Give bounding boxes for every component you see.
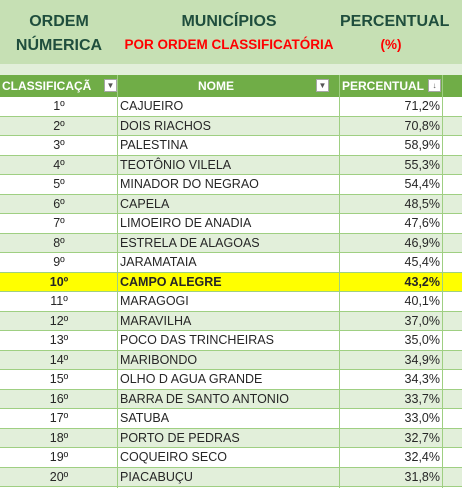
percent-cell[interactable]: 54,4% bbox=[404, 177, 440, 191]
percentual-title: PERCENTUAL bbox=[340, 13, 450, 30]
percent-cell[interactable]: 34,9% bbox=[404, 352, 440, 367]
percent-cell[interactable]: 58,9% bbox=[404, 138, 440, 152]
column-divider bbox=[117, 75, 118, 488]
percent-cell[interactable]: 37,0% bbox=[404, 313, 440, 328]
name-cell[interactable]: CAMPO ALEGRE bbox=[120, 274, 222, 289]
name-cell[interactable]: LIMOEIRO DE ANADIA bbox=[120, 216, 252, 230]
rank-cell[interactable]: 4º bbox=[53, 157, 65, 172]
rank-cell[interactable]: 17º bbox=[49, 411, 69, 425]
rank-cell[interactable]: 18º bbox=[49, 430, 69, 445]
percent-column-header[interactable]: PERCENTUAL bbox=[341, 79, 424, 93]
percent-cell[interactable]: 43,2% bbox=[404, 274, 440, 289]
name-cell[interactable]: MARAVILHA bbox=[120, 313, 192, 328]
name-column-header[interactable]: NOME bbox=[198, 79, 234, 93]
rank-cell[interactable]: 14º bbox=[49, 352, 69, 367]
percent-cell[interactable]: 40,1% bbox=[404, 294, 440, 308]
table-row[interactable] bbox=[0, 253, 462, 273]
dropdown-filter-icon[interactable]: ▼ bbox=[316, 79, 329, 92]
sort-descending-filter-icon[interactable]: ↓ bbox=[428, 79, 441, 92]
ordem-title: ORDEM bbox=[29, 13, 89, 30]
name-cell[interactable]: MARIBONDO bbox=[120, 352, 198, 367]
table-row[interactable] bbox=[0, 331, 462, 351]
percent-cell[interactable]: 34,3% bbox=[404, 372, 440, 386]
percent-cell[interactable]: 45,4% bbox=[404, 255, 440, 269]
rank-cell[interactable]: 12º bbox=[49, 313, 69, 328]
rank-cell[interactable]: 13º bbox=[49, 333, 69, 347]
name-cell[interactable]: MARAGOGI bbox=[120, 294, 189, 308]
name-cell[interactable]: MINADOR DO NEGRAO bbox=[120, 177, 259, 191]
name-cell[interactable]: JARAMATAIA bbox=[120, 255, 197, 269]
municipios-header-cell[interactable] bbox=[118, 0, 340, 64]
rank-cell[interactable]: 11º bbox=[50, 294, 68, 308]
rank-cell[interactable]: 2º bbox=[53, 118, 65, 133]
municipios-title: MUNICÍPIOS bbox=[181, 13, 277, 30]
rank-cell[interactable]: 8º bbox=[53, 235, 65, 250]
percent-cell[interactable]: 32,7% bbox=[404, 430, 440, 445]
table-row[interactable] bbox=[0, 429, 462, 449]
table-row[interactable] bbox=[0, 390, 462, 410]
dropdown-filter-icon[interactable]: ▼ bbox=[104, 79, 117, 92]
column-header-row bbox=[0, 75, 462, 97]
ordem-header-cell[interactable] bbox=[0, 0, 118, 64]
rank-cell[interactable]: 15º bbox=[49, 372, 69, 386]
percent-cell[interactable]: 33,0% bbox=[404, 411, 440, 425]
table-row[interactable] bbox=[0, 117, 462, 137]
percent-cell[interactable]: 32,4% bbox=[404, 450, 440, 464]
percent-cell[interactable]: 71,2% bbox=[404, 99, 440, 113]
rank-cell[interactable]: 9º bbox=[53, 255, 65, 269]
name-cell[interactable]: CAPELA bbox=[120, 196, 170, 211]
name-cell[interactable]: DOIS RIACHOS bbox=[120, 118, 211, 133]
name-cell[interactable]: BARRA DE SANTO ANTONIO bbox=[120, 391, 290, 406]
table-row[interactable] bbox=[0, 195, 462, 215]
name-cell[interactable]: CAJUEIRO bbox=[120, 99, 184, 113]
rank-cell[interactable]: 5º bbox=[53, 177, 65, 191]
rank-cell[interactable]: 16º bbox=[49, 391, 69, 406]
table-row[interactable] bbox=[0, 97, 462, 117]
table-row[interactable] bbox=[0, 409, 462, 429]
name-cell[interactable]: OLHO D AGUA GRANDE bbox=[120, 372, 263, 386]
percent-cell[interactable]: 46,9% bbox=[404, 235, 440, 250]
percent-unit-subtitle: (%) bbox=[380, 37, 402, 52]
numerica-title: NÚMERICA bbox=[15, 37, 103, 54]
name-cell[interactable]: PIACABUÇU bbox=[120, 469, 193, 484]
table-row[interactable] bbox=[0, 234, 462, 254]
table-row[interactable] bbox=[0, 292, 462, 312]
data-rows bbox=[0, 97, 462, 487]
table-row[interactable] bbox=[0, 273, 462, 293]
table-row[interactable] bbox=[0, 468, 462, 488]
column-divider bbox=[339, 75, 340, 488]
table-row[interactable] bbox=[0, 214, 462, 234]
table-row[interactable] bbox=[0, 136, 462, 156]
percent-cell[interactable]: 35,0% bbox=[404, 333, 440, 347]
name-cell[interactable]: POCO DAS TRINCHEIRAS bbox=[120, 333, 274, 347]
table-row[interactable] bbox=[0, 448, 462, 468]
percentual-header-cell[interactable] bbox=[340, 0, 450, 64]
percent-cell[interactable]: 70,8% bbox=[404, 118, 440, 133]
rank-cell[interactable]: 20º bbox=[49, 469, 69, 484]
percent-cell[interactable]: 48,5% bbox=[404, 196, 440, 211]
percent-cell[interactable]: 55,3% bbox=[404, 157, 440, 172]
table-row[interactable] bbox=[0, 370, 462, 390]
rank-cell[interactable]: 10º bbox=[49, 274, 69, 289]
rank-cell[interactable]: 7º bbox=[53, 216, 65, 230]
percent-cell[interactable]: 47,6% bbox=[404, 216, 440, 230]
table-row[interactable] bbox=[0, 312, 462, 332]
spacer-row bbox=[0, 64, 462, 75]
table-row[interactable] bbox=[0, 156, 462, 176]
rank-cell[interactable]: 3º bbox=[53, 138, 65, 152]
name-cell[interactable]: PORTO DE PEDRAS bbox=[120, 430, 240, 445]
rank-cell[interactable]: 1º bbox=[53, 99, 65, 113]
rank-cell[interactable]: 19º bbox=[49, 450, 69, 464]
column-divider bbox=[442, 75, 443, 488]
title-header bbox=[0, 0, 462, 64]
classification-column-header[interactable]: CLASSIFICAÇÃ bbox=[2, 79, 92, 93]
percent-cell[interactable]: 31,8% bbox=[404, 469, 440, 484]
table-row[interactable] bbox=[0, 351, 462, 371]
percent-cell[interactable]: 33,7% bbox=[404, 391, 440, 406]
name-cell[interactable]: TEOTÔNIO VILELA bbox=[120, 157, 232, 172]
table-row[interactable] bbox=[0, 175, 462, 195]
name-cell[interactable]: COQUEIRO SECO bbox=[120, 450, 227, 464]
rank-cell[interactable]: 6º bbox=[53, 196, 65, 211]
ordem-classificatoria-subtitle: POR ORDEM CLASSIFICATÓRIA bbox=[124, 37, 334, 52]
name-cell[interactable]: SATUBA bbox=[120, 411, 170, 425]
name-cell[interactable]: PALESTINA bbox=[120, 138, 188, 152]
name-cell[interactable]: ESTRELA DE ALAGOAS bbox=[120, 235, 260, 250]
